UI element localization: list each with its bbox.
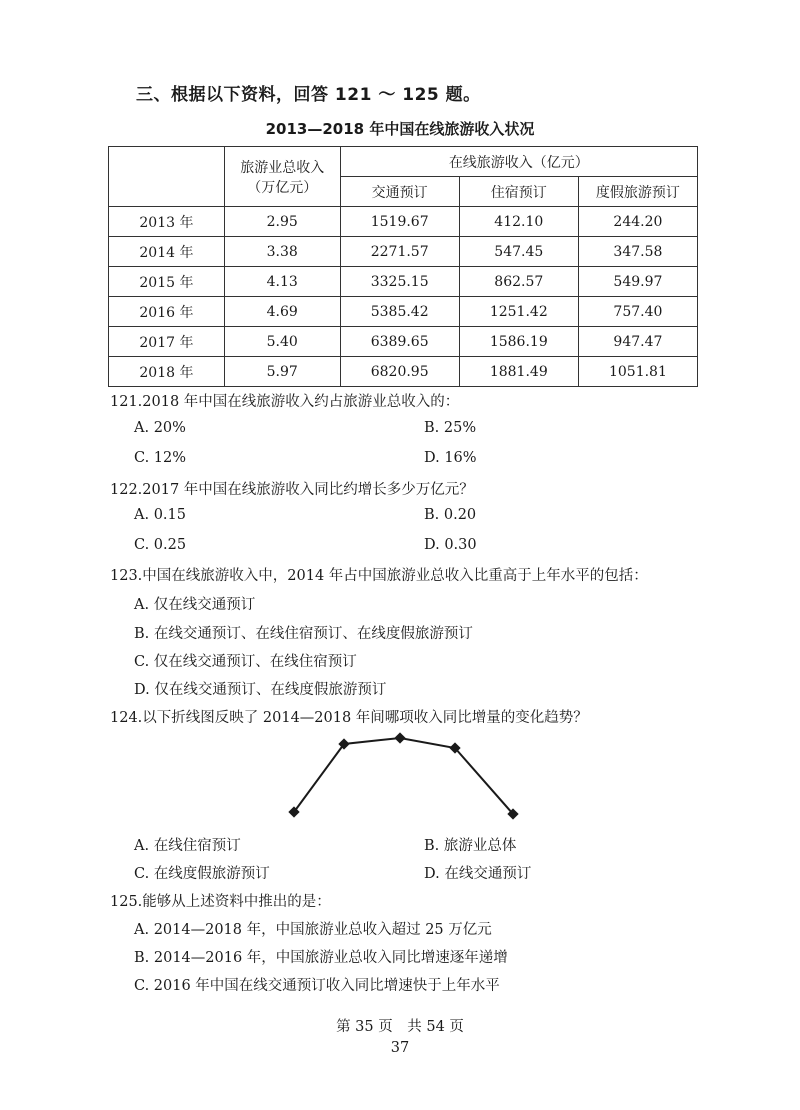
row-total: 2.95 <box>224 207 340 237</box>
q123-option-c: C. 仅在线交通预订、在线住宿预订 <box>134 654 357 670</box>
q121-option-c: C. 12% <box>134 450 187 466</box>
header-transport: 交通预订 <box>340 177 459 207</box>
q124-option-c: C. 在线度假旅游预订 <box>134 866 270 882</box>
q122-option-d: D. 0.30 <box>424 537 477 553</box>
q121-option-d: D. 16% <box>424 450 477 466</box>
header-lodging: 住宿预订 <box>459 177 578 207</box>
row-total: 3.38 <box>224 237 340 267</box>
page-info: 第 35 页 共 54 页 <box>336 1019 464 1035</box>
row-year: 2017 年 <box>109 327 225 357</box>
row-lodging: 412.10 <box>459 207 578 237</box>
q123-option-a: A. 仅在线交通预订 <box>134 597 256 613</box>
page-number: 37 <box>390 1040 410 1056</box>
row-transport: 2271.57 <box>340 237 459 267</box>
question-124: 124.以下折线图反映了 2014—2018 年间哪项收入同比增量的变化趋势？ <box>110 710 588 726</box>
row-lodging: 547.45 <box>459 237 578 267</box>
q123-option-d: D. 仅在线交通预订、在线度假旅游预订 <box>134 682 387 698</box>
row-lodging: 1251.42 <box>459 297 578 327</box>
trend-line-chart <box>280 728 530 828</box>
row-total: 4.69 <box>224 297 340 327</box>
trend-line <box>294 738 513 814</box>
q121-option-b: B. 25% <box>424 420 477 436</box>
revenue-table <box>108 146 698 387</box>
row-transport: 3325.15 <box>340 267 459 297</box>
q123-option-b: B. 在线交通预订、在线住宿预订、在线度假旅游预订 <box>134 626 473 642</box>
row-lodging: 1586.19 <box>459 327 578 357</box>
q124-option-a: A. 在线住宿预订 <box>134 838 241 854</box>
row-vacation: 347.58 <box>578 237 697 267</box>
table-row <box>109 237 698 267</box>
header-online: 在线旅游收入（亿元） <box>340 147 697 177</box>
row-vacation: 244.20 <box>578 207 697 237</box>
table-corner-cell <box>109 147 225 207</box>
row-year: 2015 年 <box>109 267 225 297</box>
table-row <box>109 357 698 387</box>
question-121: 121.2018 年中国在线旅游收入约占旅游业总收入的： <box>110 394 460 410</box>
header-total <box>224 147 340 207</box>
row-transport: 6820.95 <box>340 357 459 387</box>
section-heading: 三、根据以下资料，回答 121 ～ 125 题。 <box>136 85 481 105</box>
row-year: 2013 年 <box>109 207 225 237</box>
header-vacation: 度假旅游预订 <box>578 177 697 207</box>
row-vacation: 757.40 <box>578 297 697 327</box>
table-row <box>109 297 698 327</box>
row-total: 5.97 <box>224 357 340 387</box>
row-total: 4.13 <box>224 267 340 297</box>
question-122: 122.2017 年中国在线旅游收入同比约增长多少万亿元？ <box>110 482 474 498</box>
table-row <box>109 327 698 357</box>
row-vacation: 1051.81 <box>578 357 697 387</box>
q122-option-b: B. 0.20 <box>424 507 477 523</box>
row-year: 2016 年 <box>109 297 225 327</box>
q121-option-a: A. 20% <box>134 420 186 436</box>
table-row <box>109 267 698 297</box>
header-total-line2: （万亿元） <box>247 179 318 196</box>
q125-option-b: B. 2014—2016 年，中国旅游业总收入同比增速逐年递增 <box>134 950 508 966</box>
row-vacation: 549.97 <box>578 267 697 297</box>
row-transport: 1519.67 <box>340 207 459 237</box>
row-transport: 5385.42 <box>340 297 459 327</box>
q125-option-a: A. 2014—2018 年，中国旅游业总收入超过 25 万亿元 <box>134 922 492 938</box>
table-row <box>109 207 698 237</box>
trend-marker <box>394 732 405 743</box>
row-total: 5.40 <box>224 327 340 357</box>
question-125: 125.能够从上述资料中推出的是： <box>110 894 331 910</box>
q124-option-d: D. 在线交通预订 <box>424 866 532 882</box>
row-lodging: 1881.49 <box>459 357 578 387</box>
q125-option-c: C. 2016 年中国在线交通预订收入同比增速快于上年水平 <box>134 978 500 994</box>
row-year: 2018 年 <box>109 357 225 387</box>
table-title: 2013—2018 年中国在线旅游收入状况 <box>265 120 535 138</box>
row-lodging: 862.57 <box>459 267 578 297</box>
header-total-line1: 旅游业总收入 <box>240 159 325 176</box>
q122-option-c: C. 0.25 <box>134 537 187 553</box>
q122-option-a: A. 0.15 <box>134 507 186 523</box>
row-year: 2014 年 <box>109 237 225 267</box>
q124-option-b: B. 旅游业总体 <box>424 838 517 854</box>
question-123: 123.中国在线旅游收入中，2014 年占中国旅游业总收入比重高于上年水平的包括： <box>110 568 648 584</box>
row-transport: 6389.65 <box>340 327 459 357</box>
row-vacation: 947.47 <box>578 327 697 357</box>
